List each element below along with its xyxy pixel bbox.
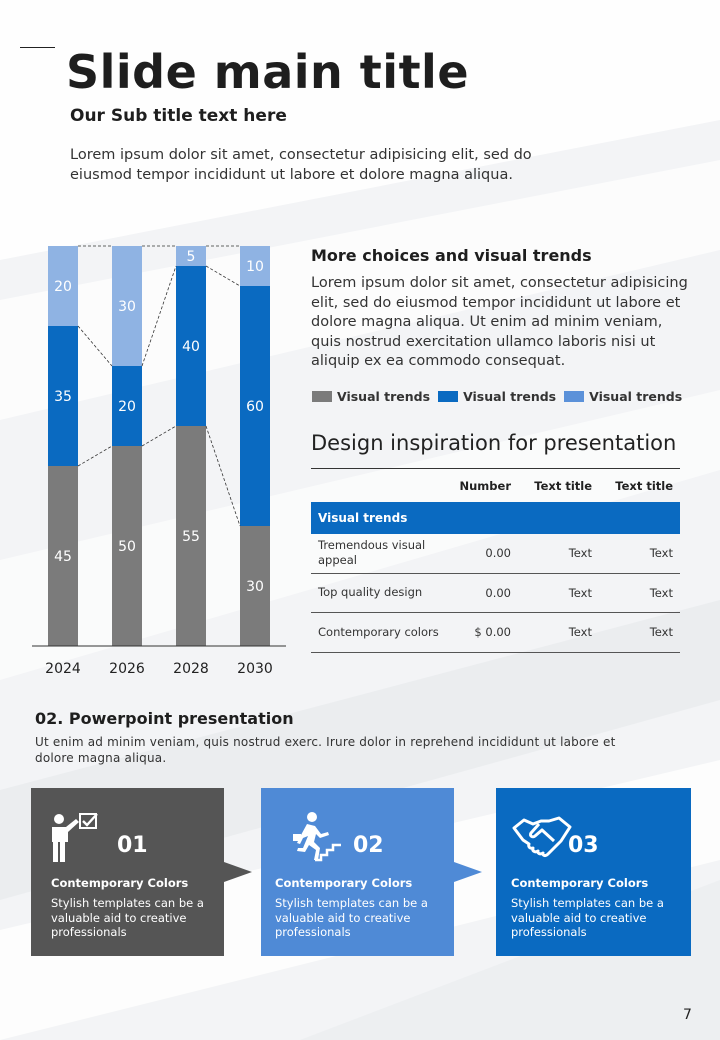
more-choices-title: More choices and visual trends [311, 246, 592, 265]
card-arrow [224, 862, 252, 882]
header-cell: Number [459, 478, 511, 493]
x-tick-label: 2026 [109, 661, 145, 677]
row-number: 0.00 [485, 585, 511, 600]
header-cell: Text title [534, 478, 592, 493]
x-tick-label: 2028 [173, 661, 209, 677]
card-text: Stylish templates can be a valuable aid to creative professionals [51, 896, 204, 939]
legend-swatch [438, 391, 458, 402]
data-label: 50 [118, 539, 136, 555]
stacked-bar-chart [16, 236, 296, 686]
row-text: Text [568, 625, 592, 640]
row-label: Tremendous visual appeal [318, 538, 426, 568]
row-text: Text [568, 585, 592, 600]
data-label: 60 [246, 399, 264, 415]
feature-card-1 [31, 788, 224, 956]
card-title: Contemporary Colors [275, 876, 413, 890]
person-climbing-stairs-icon [287, 810, 347, 866]
card-title: Contemporary Colors [511, 876, 649, 890]
row-text: Text [649, 546, 673, 561]
connector-line [142, 426, 176, 446]
card-number: 01 [117, 833, 148, 858]
table-header [311, 469, 680, 502]
section2-title: 02. Powerpoint presentation [35, 709, 294, 728]
connector-line [206, 266, 240, 286]
data-label: 5 [186, 249, 196, 265]
data-label: 30 [118, 299, 136, 315]
connector-line [206, 426, 240, 526]
presenter-checklist-icon [47, 810, 107, 866]
page-subtitle: Our Sub title text here [70, 106, 287, 126]
x-tick-label: 2024 [45, 661, 81, 677]
data-label: 20 [54, 279, 72, 295]
connector-line [78, 446, 112, 466]
handshake-icon [512, 810, 572, 866]
x-tick-label: 2030 [237, 661, 273, 677]
chart-legend [312, 389, 690, 404]
table-row [311, 574, 680, 614]
data-label: 10 [246, 259, 264, 275]
data-label: 40 [182, 339, 200, 355]
connector-line [142, 266, 176, 366]
title-rule [20, 47, 55, 48]
data-label: 35 [54, 389, 72, 405]
page-title: Slide main title [66, 45, 470, 99]
legend-swatch [564, 391, 584, 402]
section2-body: Ut enim ad minim veniam, quis nostrud exerc. Irure dolor in reprehend incididunt ut labore et dolore magna aliqua. [35, 735, 616, 765]
card-number: 02 [353, 833, 384, 858]
card-text: Stylish templates can be a valuable aid to creative professionals [511, 896, 664, 939]
feature-card-2 [261, 788, 454, 956]
legend-label: Visual trends [463, 389, 557, 404]
row-number: 0.00 [485, 546, 511, 561]
intro-paragraph: Lorem ipsum dolor sit amet, consectetur adipisicing elit, sed do eiusmod tempor incididunt ut labore et dolore magna aliqua. [70, 147, 532, 183]
row-text: Text [649, 585, 673, 600]
header-cell: Text title [615, 478, 673, 493]
design-inspiration-title: Design inspiration for presentation [311, 431, 677, 455]
table-group-row: Visual trends [311, 502, 680, 534]
legend-item [438, 389, 556, 404]
connector-line [78, 326, 112, 366]
data-label: 55 [182, 529, 200, 545]
table-row [311, 534, 680, 574]
row-number: $ 0.00 [474, 625, 511, 640]
legend-item [564, 389, 682, 404]
card-arrow [454, 862, 482, 882]
data-label: 45 [54, 549, 72, 565]
data-table [311, 468, 680, 653]
legend-swatch [312, 391, 332, 402]
row-label: Top quality design [318, 585, 423, 600]
card-title: Contemporary Colors [51, 876, 189, 890]
row-text: Text [649, 625, 673, 640]
legend-item [312, 389, 430, 404]
feature-card-3 [496, 788, 691, 956]
row-label: Contemporary colors [318, 624, 439, 639]
page-number: 7 [683, 1007, 692, 1023]
more-choices-body: Lorem ipsum dolor sit amet, consectetur adipisicing elit, sed do eiusmod tempor incididunt ut labore et dolore magna aliqua. Ut enim ad minim veniam, quis nostrud exercitation ullamco laboris nisi ut aliquip ex ea commodo consequat. [311, 275, 688, 369]
row-text: Text [568, 546, 592, 561]
legend-label: Visual trends [337, 389, 431, 404]
legend-label: Visual trends [589, 389, 683, 404]
card-number: 03 [568, 833, 599, 858]
data-label: 30 [246, 579, 264, 595]
data-label: 20 [118, 399, 136, 415]
card-text: Stylish templates can be a valuable aid to creative professionals [275, 896, 428, 939]
table-row [311, 613, 680, 653]
